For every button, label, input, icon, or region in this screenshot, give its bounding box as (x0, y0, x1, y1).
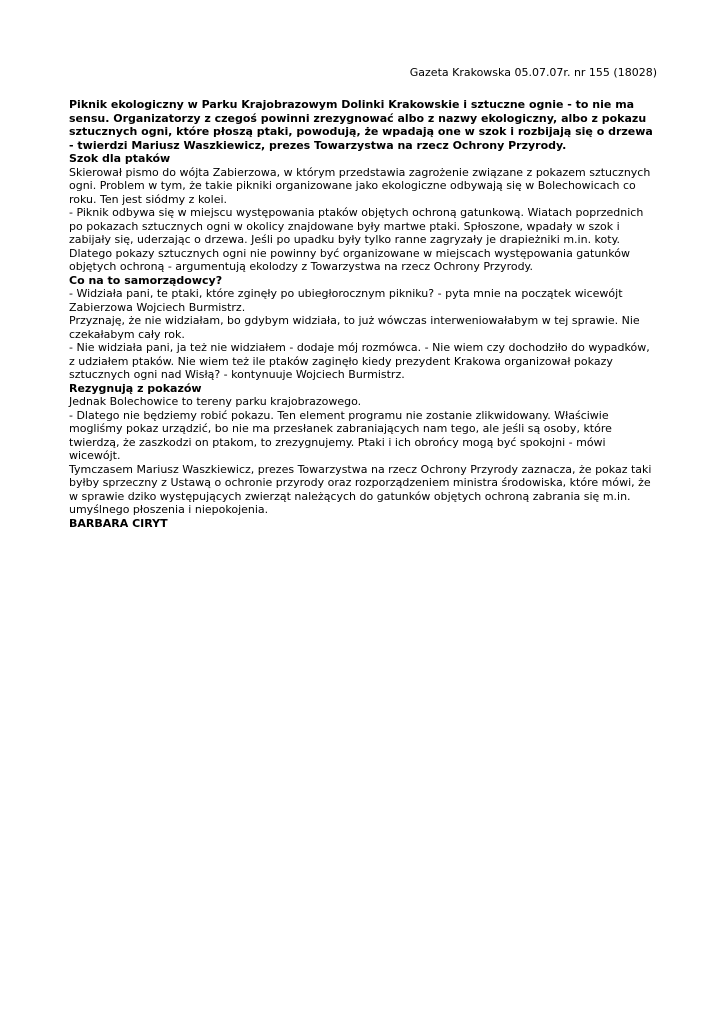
article-paragraph: Tymczasem Mariusz Waszkiewicz, prezes Towarzystwa na rzecz Ochrony Przyrody zaznacza, że pokaz taki byłby sprzeczny z Ustawą o ochronie przyrody oraz rozporządzeniem ministra środowiska, które mówi, że w sprawie dziko występujących zwierząt należących do gatunków objętych ochroną zabrania się m.in. umyślnego płoszenia i niepokojenia. (69, 462, 652, 516)
section-heading-rezygnuja: Rezygnują z pokazów (69, 381, 202, 395)
source-line: Gazeta Krakowska 05.07.07r. nr 155 (18028) (409, 66, 657, 79)
article-paragraph: - Piknik odbywa się w miejscu występowania ptaków objętych ochroną gatunkową. Wiatach poprzednich po pokazach sztucznych ogni w okolicy znajdowane były martwe ptaki. Spłoszone, wpadały w szok i zabijały się, uderzając o drzewa. Jeśli po upadku były tylko ranne zagryzały je drapieżniki m.in. koty. Dlatego pokazy sztucznych ogni nie powinny być organizowane w miejscach występowania gatunków objętych ochroną - argumentują ekolodzy z Towarzystwa na rzecz Ochrony Przyrody. (69, 206, 644, 273)
article-paragraph: Jednak Bolechowice to tereny parku krajobrazowego. (69, 395, 362, 408)
article-paragraph: - Dlatego nie będziemy robić pokazu. Ten element programu nie zostanie zlikwidowany. Właściwie mogliśmy pokaz urządzić, bo nie ma przesłanek zabraniających nam tego, ale jeśli są osoby, które twierdzą, że zaszkodzi on ptakom, to zrezygnujemy. Ptaki i ich obrońcy mogą być spokojni - mówi wicewójt. (69, 408, 612, 462)
document-page (69, 66, 657, 530)
article-paragraph: Przyznaję, że nie widziałam, bo gdybym widziała, to już wówczas interweniowałabym w tej sprawie. Nie czekałabym cały rok. (69, 314, 640, 341)
section-heading-szok: Szok dla ptaków (69, 152, 171, 165)
article (69, 98, 657, 530)
article-lead: Piknik ekologiczny w Parku Krajobrazowym Dolinki Krakowskie i sztuczne ognie - to nie ma sensu. Organizatorzy z czegoś powinni zrezygnować albo z nazwy ekologiczny, albo z pokazu sztucznych ogni, które płoszą ptaki, powodują, że wpadają one w szok i rozbijają się o drzewa - twierdzi Mariusz Waszkiewicz, prezes Towarzystwa na rzecz Ochrony Przyrody. (69, 98, 653, 152)
author-byline: BARBARA CIRYT (69, 516, 168, 530)
article-paragraph: - Nie widziała pani, ja też nie widziałem - dodaje mój rozmówca. - Nie wiem czy dochodziło do wypadków, z udziałem ptaków. Nie wiem też ile ptaków zaginęło kiedy prezydent Krakowa organizował pokazy sztucznych ogni nad Wisłą? - kontynuuje Wojciech Burmistrz. (69, 341, 650, 381)
article-paragraph: - Widziała pani, te ptaki, które zginęły po ubiegłorocznym pikniku? - pyta mnie na początek wicewójt Zabierzowa Wojciech Burmistrz. (69, 287, 623, 314)
article-paragraph: Skierował pismo do wójta Zabierzowa, w którym przedstawia zagrożenie związane z pokazem sztucznych ogni. Problem w tym, że takie pikniki organizowane jako ekologiczne odbywają się w Bolechowicach co roku. Ten jest siódmy z kolei. (69, 165, 651, 206)
section-heading-samorzadowcy: Co na to samorządowcy? (69, 273, 223, 287)
